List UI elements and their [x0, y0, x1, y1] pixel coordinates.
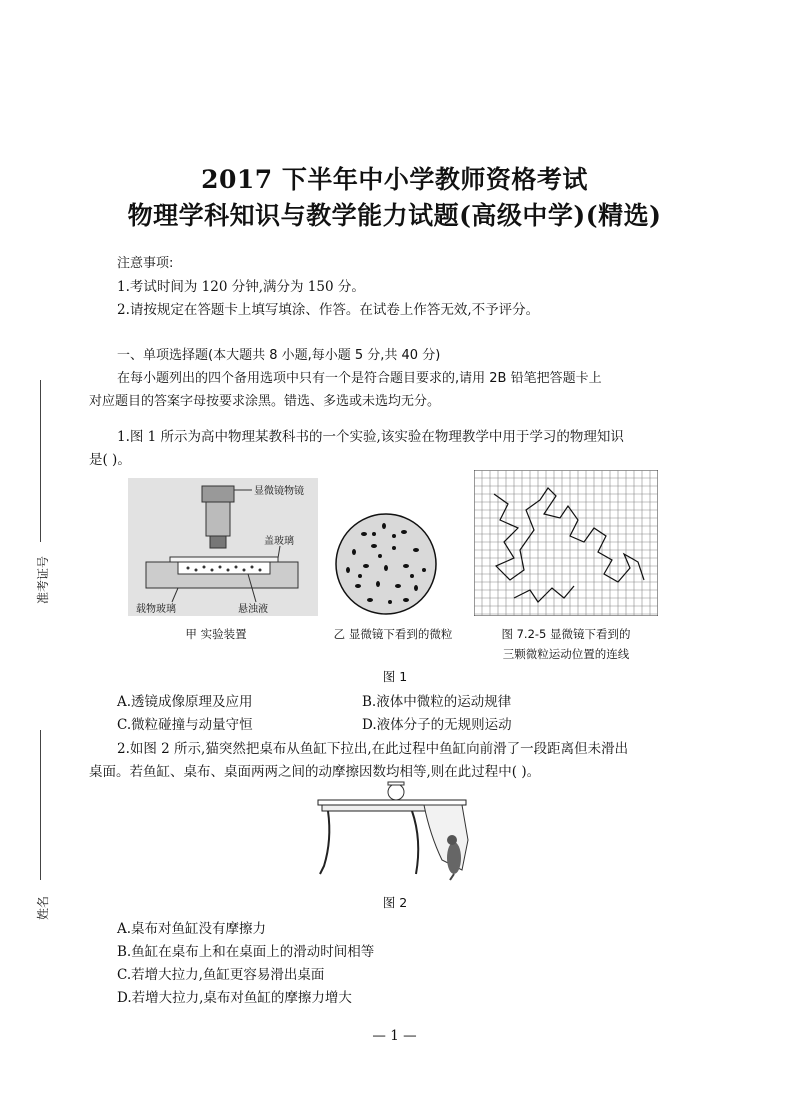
figure-2-label: 图 2	[382, 895, 408, 910]
title-line-1: 2017 下半年中小学教师资格考试	[201, 165, 588, 194]
side-label-name: 姓名	[36, 895, 50, 920]
q2-option-b: B.鱼缸在桌布上和在桌面上的滑动时间相等	[117, 944, 375, 960]
caption-trajectory-line-2: 三颗微粒运动位置的连线	[502, 647, 630, 661]
side-label-exam-id: 准考证号	[36, 555, 50, 604]
section-instruction-2: 对应题目的答案字母按要求涂黑。错选、多选或未选均无分。	[89, 394, 441, 409]
figure-particles	[334, 512, 438, 616]
title-line-2: 物理学科知识与教学能力试题(高级中学)(精选)	[127, 201, 662, 230]
label-slide: 载物玻璃	[136, 604, 176, 615]
q2-stem-line-2: 桌面。若鱼缸、桌布、桌面两两之间的动摩擦因数均相等,则在此过程中( )。	[89, 764, 541, 780]
q2-option-c: C.若增大拉力,鱼缸更容易滑出桌面	[117, 967, 325, 983]
q1-option-b: B.液体中微粒的运动规律	[362, 694, 512, 710]
side-rule-top	[40, 380, 41, 542]
q2-option-d: D.若增大拉力,桌布对鱼缸的摩擦力增大	[117, 990, 352, 1006]
q1-option-a: A.透镜成像原理及应用	[117, 694, 253, 710]
q2-stem-line-1: 2.如图 2 所示,猫突然把桌布从鱼缸下拉出,在此过程中鱼缸向前滑了一段距离但未滑出	[117, 741, 629, 757]
q1-stem-line-2: 是( )。	[89, 452, 131, 468]
notice-heading: 注意事项:	[117, 256, 174, 271]
caption-particles: 乙 显微镜下看到的微粒	[333, 627, 453, 641]
caption-apparatus: 甲 实验装置	[185, 627, 247, 641]
section-heading: 一、单项选择题(本大题共 8 小题,每小题 5 分,共 40 分)	[117, 348, 441, 363]
side-rule-bottom	[40, 730, 41, 880]
figure-table-cat	[312, 780, 476, 884]
notice-item-1: 1.考试时间为 120 分钟,满分为 150 分。	[117, 279, 365, 295]
q1-stem-line-1: 1.图 1 所示为高中物理某教科书的一个实验,该实验在物理教学中用于学习的物理知识	[117, 429, 624, 445]
figure-trajectory-grid	[474, 470, 658, 616]
label-cover-glass: 盖玻璃	[264, 536, 294, 547]
section-instruction-1: 在每小题列出的四个备用选项中只有一个是符合题目要求的,请用 2B 铅笔把答题卡上	[117, 371, 602, 386]
figure-1-label: 图 1	[382, 669, 408, 684]
page-number: — 1 —	[372, 1028, 417, 1044]
figure-apparatus	[128, 478, 318, 616]
caption-trajectory-line-1: 图 7.2-5 显微镜下看到的	[501, 627, 631, 641]
q1-option-d: D.液体分子的无规则运动	[362, 717, 512, 733]
q1-option-c: C.微粒碰撞与动量守恒	[117, 717, 253, 733]
label-suspension: 悬浊液	[238, 604, 268, 615]
q2-option-a: A.桌布对鱼缸没有摩擦力	[117, 921, 267, 937]
label-objective: 显微镜物镜	[254, 486, 304, 497]
notice-item-2: 2.请按规定在答题卡上填写填涂、作答。在试卷上作答无效,不予评分。	[117, 302, 540, 318]
